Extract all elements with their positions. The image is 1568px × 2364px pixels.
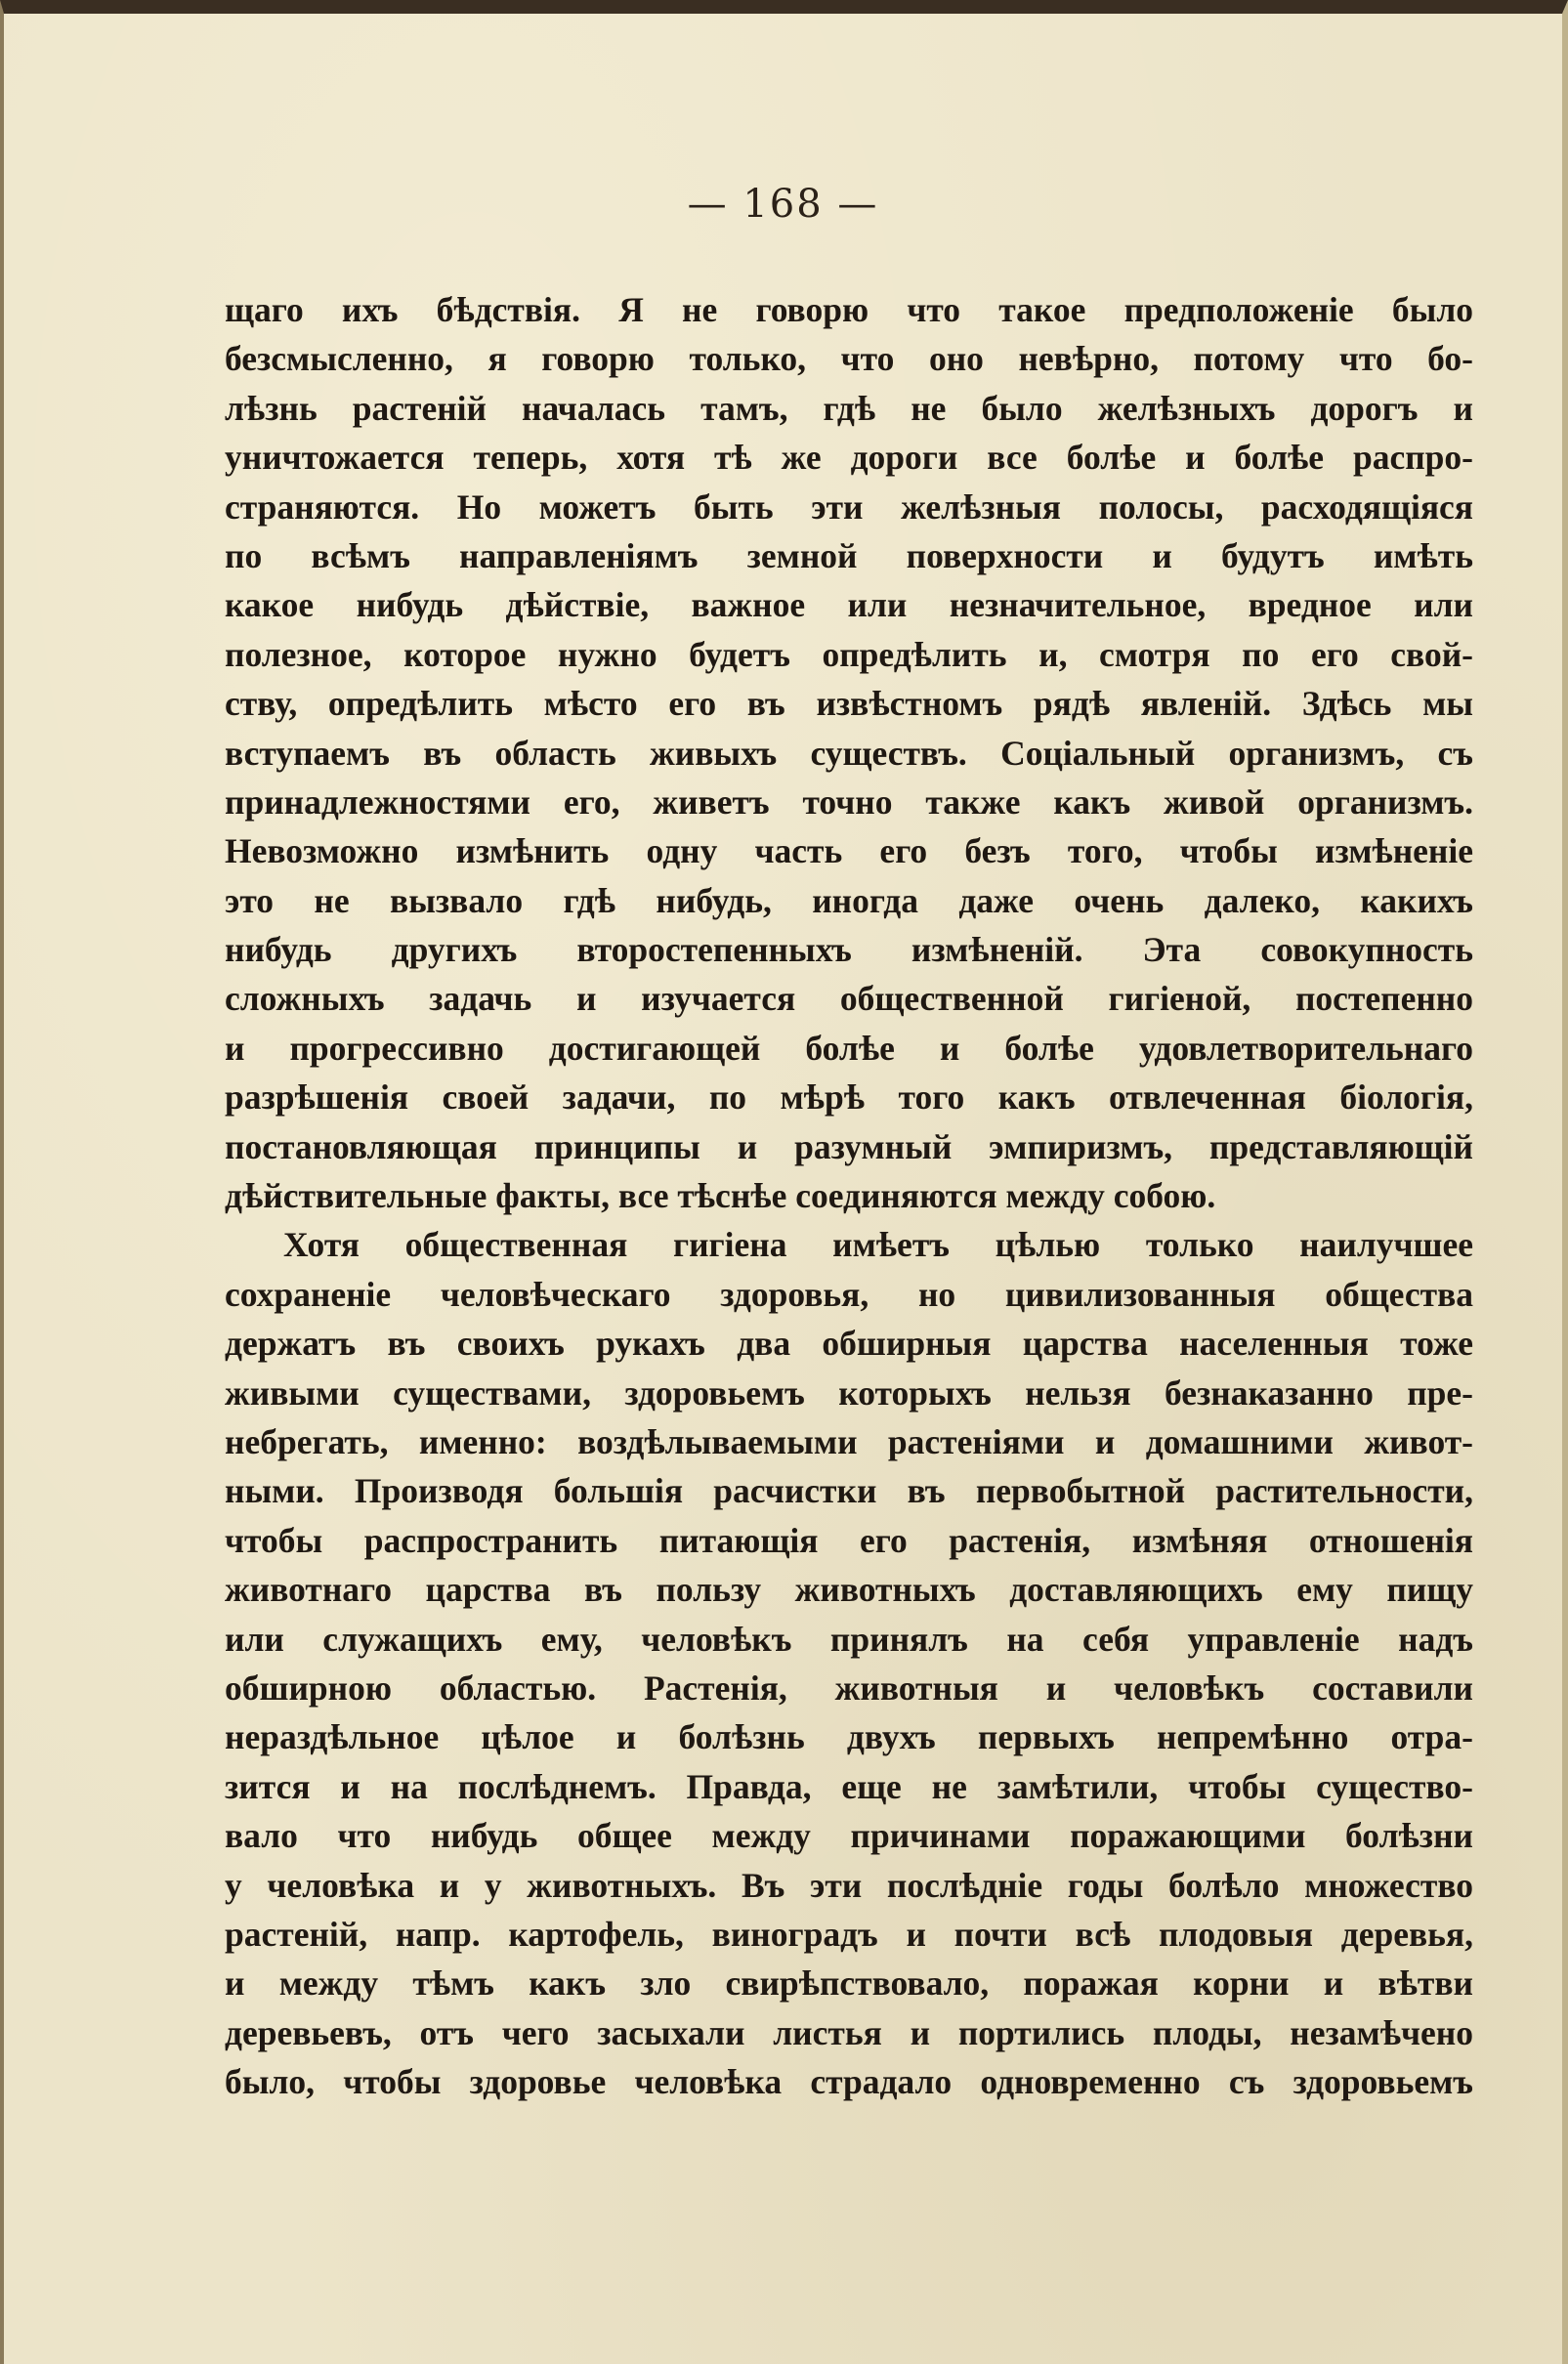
text-line: было, чтобы здоровье человѣка страдало одновременно съ здоровьемъ <box>225 2062 1473 2102</box>
text-line: зится и на послѣднемъ. Правда, еще не замѣтили, чтобы существо- <box>225 1766 1473 1806</box>
text-line: у человѣка и у животныхъ. Въ эти послѣдніе годы болѣло множество <box>225 1865 1473 1905</box>
text-line: нибудь другихъ второстепенныхъ измѣненій. Эта совокупность <box>225 930 1473 970</box>
text-line: дѣйствительные факты, все тѣснѣе соединяются между собою. <box>225 1176 1216 1216</box>
text-line: живыми существами, здоровьемъ которыхъ нельзя безнаказанно пре- <box>225 1372 1473 1413</box>
text-line: и прогрессивно достигающей болѣе и болѣе удовлетворительнаго <box>225 1028 1473 1068</box>
text-line: уничтожается теперь, хотя тѣ же дороги все болѣе и болѣе распро- <box>225 438 1473 478</box>
text-line: животнаго царства въ пользу животныхъ доставляющихъ ему пищу <box>225 1570 1473 1610</box>
page-number: — 168 — <box>687 182 879 227</box>
text-line: ству, опредѣлить мѣсто его въ извѣстномъ рядѣ явленій. Здѣсь мы <box>225 684 1473 724</box>
text-line: безсмысленно, я говорю только, что оно невѣрно, потому что бо- <box>225 339 1473 379</box>
text-line: чтобы распространить питающія его растенія, измѣняя отношенія <box>225 1520 1473 1560</box>
text-line: Хотя общественная гигіена имѣетъ цѣлью только наилучшее <box>283 1225 1473 1265</box>
text-line: держатъ въ своихъ рукахъ два обширныя царства населенныя тоже <box>225 1324 1473 1364</box>
text-line: полезное, которое нужно будетъ опредѣлить и, смотря по его свой- <box>225 634 1473 674</box>
text-line: ными. Производя большія расчистки въ первобытной растительности, <box>225 1471 1473 1511</box>
text-line: разрѣшенія своей задачи, по мѣрѣ того какъ отвлеченная біологія, <box>225 1077 1473 1118</box>
text-line: и между тѣмъ какъ зло свирѣпствовало, поражая корни и вѣтви <box>225 1963 1473 2004</box>
text-line: нераздѣльное цѣлое и болѣзнь двухъ первыхъ непремѣнно отра- <box>225 1717 1473 1757</box>
text-line: небрегать, именно: воздѣлываемыми растеніями и домашними живот- <box>225 1421 1473 1461</box>
text-line: обширною областью. Растенія, животныя и человѣкъ составили <box>225 1667 1473 1708</box>
text-line: принадлежностями его, живетъ точно также какъ живой организмъ. <box>225 781 1473 822</box>
text-line: вало что нибудь общее между причинами поражающими болѣзни <box>225 1816 1473 1856</box>
text-line: сложныхъ задачь и изучается общественной гигіеной, постепенно <box>225 979 1473 1019</box>
text-line: щаго ихъ бѣдствія. Я не говорю что такое предположеніе было <box>225 290 1473 329</box>
text-line: вступаемъ въ область живыхъ существъ. Соціальный организмъ, съ <box>225 733 1473 773</box>
text-line: это не вызвало гдѣ нибудь, иногда даже очень далеко, какихъ <box>225 880 1473 920</box>
text-line: или служащихъ ему, человѣкъ принялъ на себя управленіе надъ <box>225 1619 1473 1659</box>
text-line: растеній, напр. картофель, виноградъ и почти всѣ плодовыя деревья, <box>225 1914 1473 1954</box>
body-text <box>225 285 1473 2106</box>
text-line: по всѣмъ направленіямъ земной поверхности и будутъ имѣть <box>225 535 1473 575</box>
text-line: сохраненіе человѣческаго здоровья, но цивилизованныя общества <box>225 1274 1473 1314</box>
text-line: Невозможно измѣнить одну часть его безъ того, чтобы измѣненіе <box>225 831 1473 871</box>
text-line: какое нибудь дѣйствіе, важное или незначительное, вредное или <box>225 585 1473 625</box>
text-line: деревьевъ, отъ чего засыхали листья и портились плоды, незамѣчено <box>225 2012 1473 2052</box>
text-line: постановляющая принципы и разумный эмпиризмъ, представляющій <box>225 1126 1473 1166</box>
text-line: лѣзнь растеній началась тамъ, гдѣ не было желѣзныхъ дорогъ и <box>225 388 1473 428</box>
text-line: страняются. Но можетъ быть эти желѣзныя полосы, расходящіяся <box>225 486 1473 527</box>
